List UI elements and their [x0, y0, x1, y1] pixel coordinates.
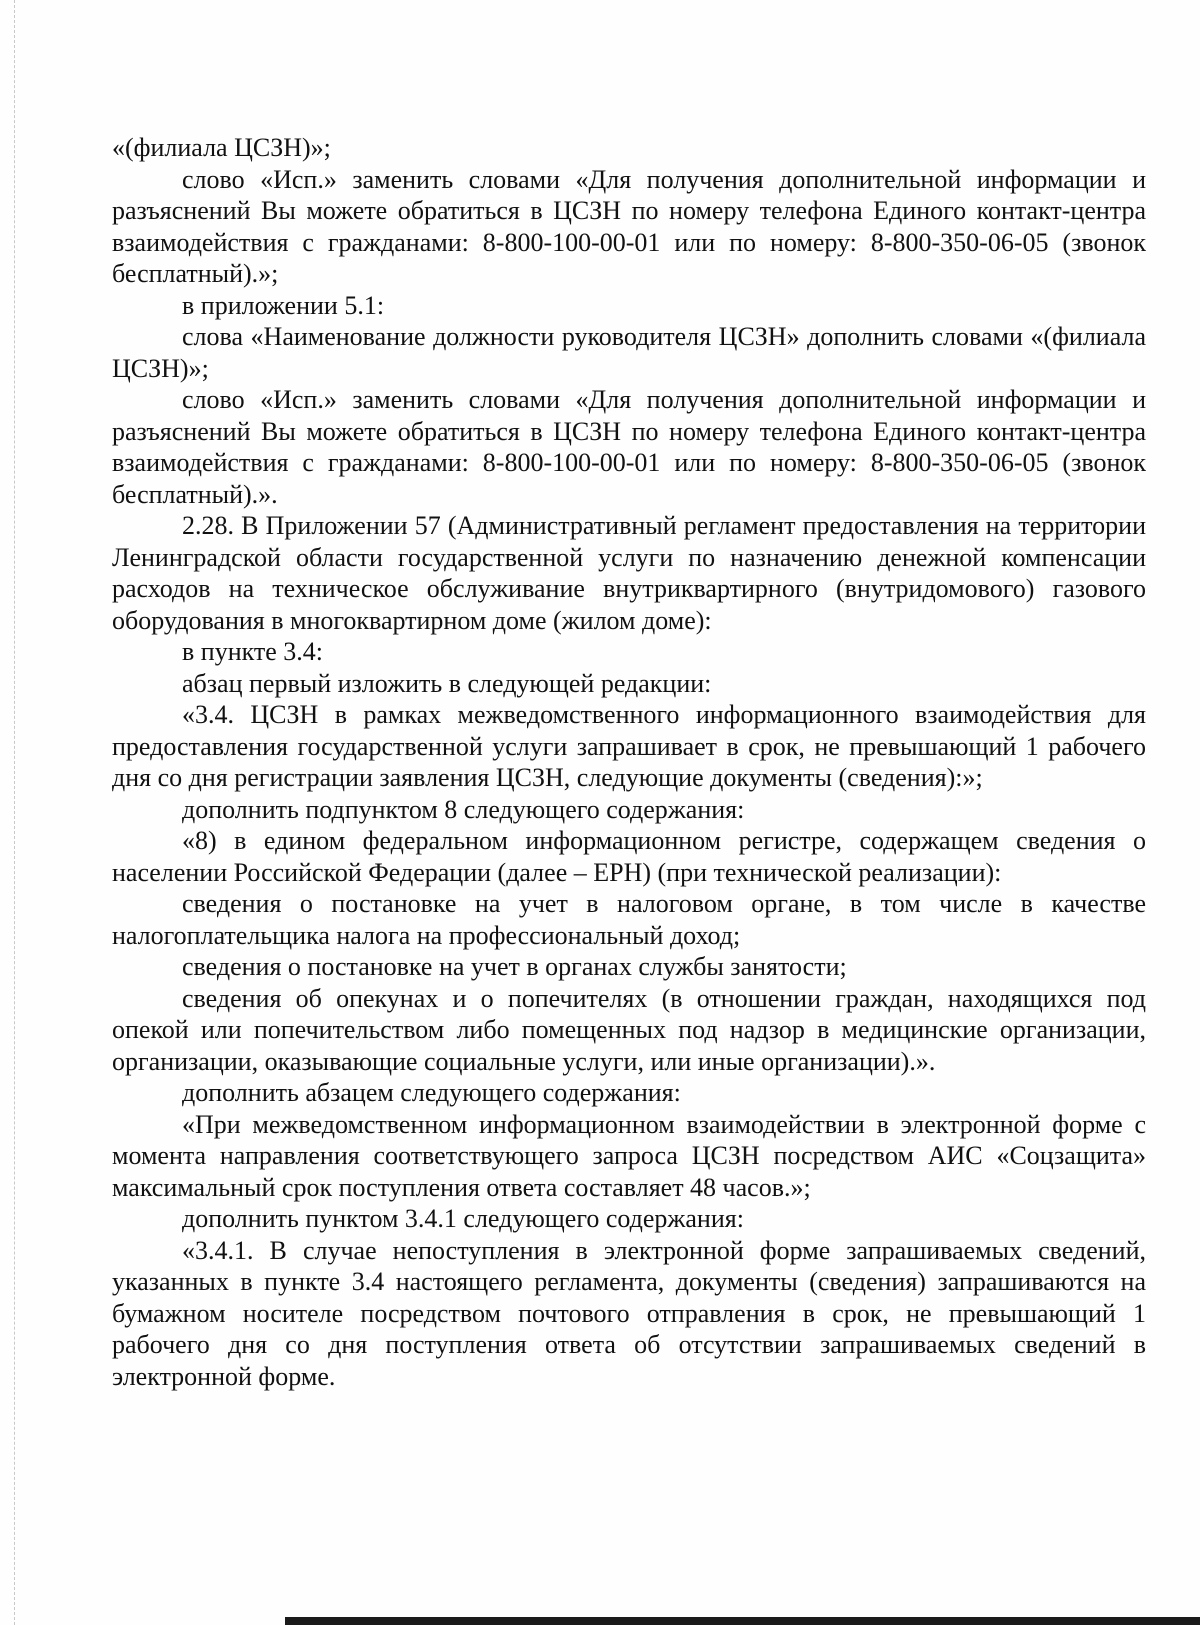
paragraph-1: «(филиала ЦСЗН)»;: [112, 133, 331, 162]
paragraph-16: «При межведомственном информационном взаимодействии в электронной форме с момента направления соответствующего запроса ЦСЗН посредством АИС «Соцзащита» максимальный срок поступления ответа составляет 48 часов.»;: [112, 1109, 1146, 1202]
paragraph-9: «3.4. ЦСЗН в рамках межведомственного информационного взаимодействия для предоставления государственной услуги запрашивает в срок, не превышающий 1 рабочего дня со дня регистрации заявления ЦСЗН, следующие документы (сведения):»;: [112, 700, 1146, 792]
scan-left-edge: [14, 0, 15, 1625]
paragraph-18: «3.4.1. В случае непоступления в электронной форме запрашиваемых сведений, указанных в пункте 3.4 настоящего регламента, документы (сведения) запрашиваются на бумажном носителе посредством почтового отправления в срок, не превышающий 1 рабочего дня со дня поступления ответа об отсутствии запрашиваемых сведений в электронной форме.: [112, 1235, 1146, 1391]
paragraph-11: «8) в едином федеральном информационном регистре, содержащем сведения о населении Российской Федерации (далее – ЕРН) (при технической реализации):: [112, 826, 1146, 887]
document-body: [112, 132, 1146, 1392]
paragraph-12: сведения о постановке на учет в налоговом органе, в том числе в качестве налогоплательщика налога на профессиональный доход;: [112, 889, 1146, 950]
paragraph-15: дополнить абзацем следующего содержания:: [182, 1078, 681, 1107]
paragraph-10: дополнить подпунктом 8 следующего содержания:: [182, 794, 745, 824]
paragraph-14: сведения об опекунах и о попечителях (в отношении граждан, находящихся под опекой или попечительством либо помещенных под надзор в медицинские организации, организации, оказывающие социальные услуги, или иные организации).».: [112, 983, 1146, 1076]
paragraph-7: в пункте 3.4:: [182, 637, 324, 666]
scan-bottom-edge: [285, 1617, 1200, 1625]
paragraph-4: слова «Наименование должности руководителя ЦСЗН» дополнить словами «(филиала ЦСЗН)»;: [112, 322, 1146, 383]
paragraph-5: слово «Исп.» заменить словами «Для получения дополнительной информации и разъяснений Вы можете обратиться в ЦСЗН по номеру телефона Единого контакт-центра взаимодействия с гражданами: 8-800-100-00-01 или по номеру: 8-800-350-06-05 (звонок бесплатный).».: [112, 385, 1146, 509]
paragraph-6: 2.28. В Приложении 57 (Административный регламент предоставления на территории Ленинградской области государственной услуги по назначению денежной компенсации расходов на техническое обслуживание внутриквартирного (внутридомового) газового оборудования в многоквартирном доме (жилом доме):: [112, 511, 1146, 635]
paragraph-8: абзац первый изложить в следующей редакции:: [182, 668, 712, 698]
paragraph-3: в приложении 5.1:: [182, 290, 385, 320]
paragraph-17: дополнить пунктом 3.4.1 следующего содержания:: [182, 1204, 744, 1233]
paragraph-13: сведения о постановке на учет в органах службы занятости;: [182, 952, 847, 981]
paragraph-2: слово «Исп.» заменить словами «Для получения дополнительной информации и разъяснений Вы можете обратиться в ЦСЗН по номеру телефона Единого контакт-центра взаимодействия с гражданами: 8-800-100-00-01 или по номеру: 8-800-350-06-05 (звонок бесплатный).»;: [112, 164, 1146, 288]
